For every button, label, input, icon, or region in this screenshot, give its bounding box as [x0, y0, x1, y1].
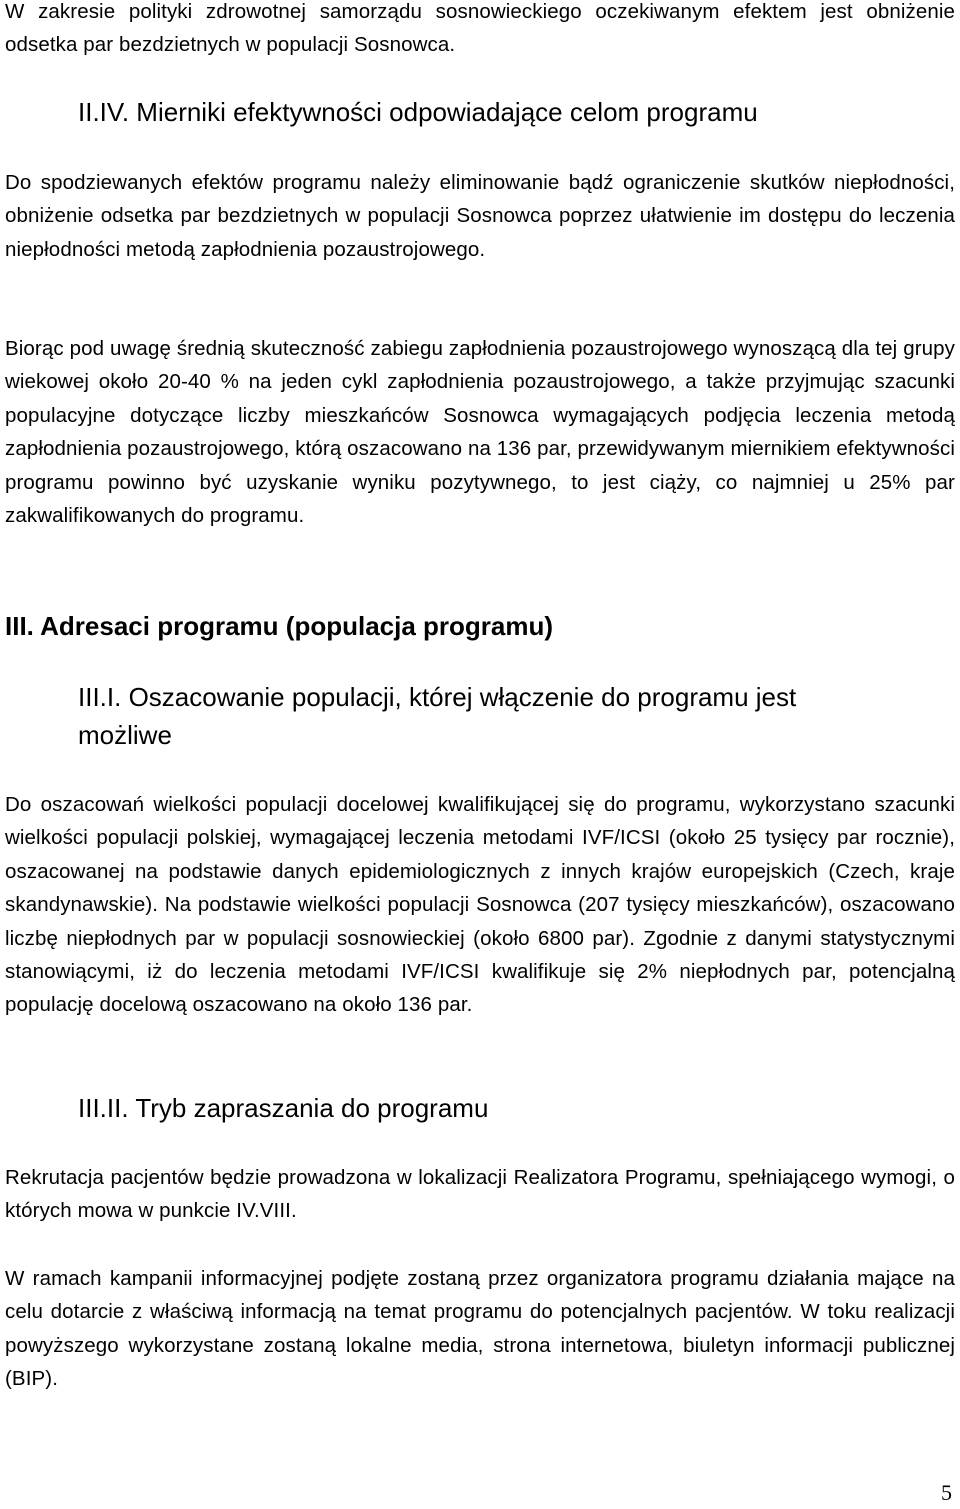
- section-heading-measures: II.IV. Mierniki efektywności odpowiadające celom programu: [78, 97, 758, 127]
- measures-paragraph: Do spodziewanych efektów programu należy eliminowanie bądź ograniczenie skutków niepłodności, obniżenie odsetka par bezdzietnych w populacji Sosnowca poprzez ułatwienie im dostępu do leczenia niepłodności metodą zapłodnienia pozaustrojowego.: [5, 171, 955, 261]
- section-heading-estimation: [78, 678, 796, 754]
- heading-line-1: III.I. Oszacowanie populacji, której włączenie do programu jest: [78, 682, 797, 712]
- recruitment-paragraph: Rekrutacja pacjentów będzie prowadzona w lokalizacji Realizatora Programu, spełniającego wymogi, o których mowa w punkcie IV.VIII.: [5, 1166, 955, 1223]
- section-heading-recipients: III. Adresaci programu (populacja programu): [5, 611, 554, 641]
- heading-line-2: możliwe: [78, 720, 172, 750]
- section-heading-invitation: III.II. Tryb zapraszania do programu: [78, 1093, 489, 1123]
- effectiveness-paragraph: Biorąc pod uwagę średnią skuteczność zabiegu zapłodnienia pozaustrojowego wynoszącą dla tej grupy wiekowej około 20-40 % na jeden cykl zapłodnienia pozaustrojowego, a także przyjmując szacunki populacyjne dotyczące liczby mieszkańców Sosnowca wymagających podjęcia leczenia metodą zapłodnienia pozaustrojowego, którą oszacowano na 136 par, przewidywanym miernikiem efektywności programu powinno być uzyskanie wyniku pozytywnego, to jest ciąży, co najmniej u 25% par zakwalifikowanych do programu.: [5, 337, 955, 528]
- population-paragraph: Do oszacowań wielkości populacji docelowej kwalifikującej się do programu, wykorzystano szacunki wielkości populacji polskiej, wymagającej leczenia metodami IVF/ICSI (około 25 tysięcy par rocznie), oszacowanej na podstawie danych epidemiologicznych z innych krajów europejskich (Czech, kraje skandynawskie). Na podstawie wielkości populacji Sosnowca (207 tysięcy mieszkańców), oszacowano liczbę niepłodnych par w populacji sosnowieckiej (około 6800 par). Zgodnie z danymi statystycznymi stanowiącymi, iż do leczenia metodami IVF/ICSI kwalifikuje się 2% niepłodnych par, potencjalną populację docelową oszacowano na około 136 par.: [5, 793, 955, 1017]
- intro-paragraph: W zakresie polityki zdrowotnej samorządu sosnowieckiego oczekiwanym efektem jest obniżenie odsetka par bezdzietnych w populacji Sosnowca.: [5, 0, 955, 57]
- campaign-paragraph: W ramach kampanii informacyjnej podjęte zostaną przez organizatora programu działania mające na celu dotarcie z właściwą informacją na temat programu do potencjalnych pacjentów. W toku realizacji powyższego wykorzystane zostaną lokalne media, strona internetowa, biuletyn informacji publicznej (BIP).: [5, 1267, 955, 1391]
- page-number: 5: [941, 1480, 952, 1505]
